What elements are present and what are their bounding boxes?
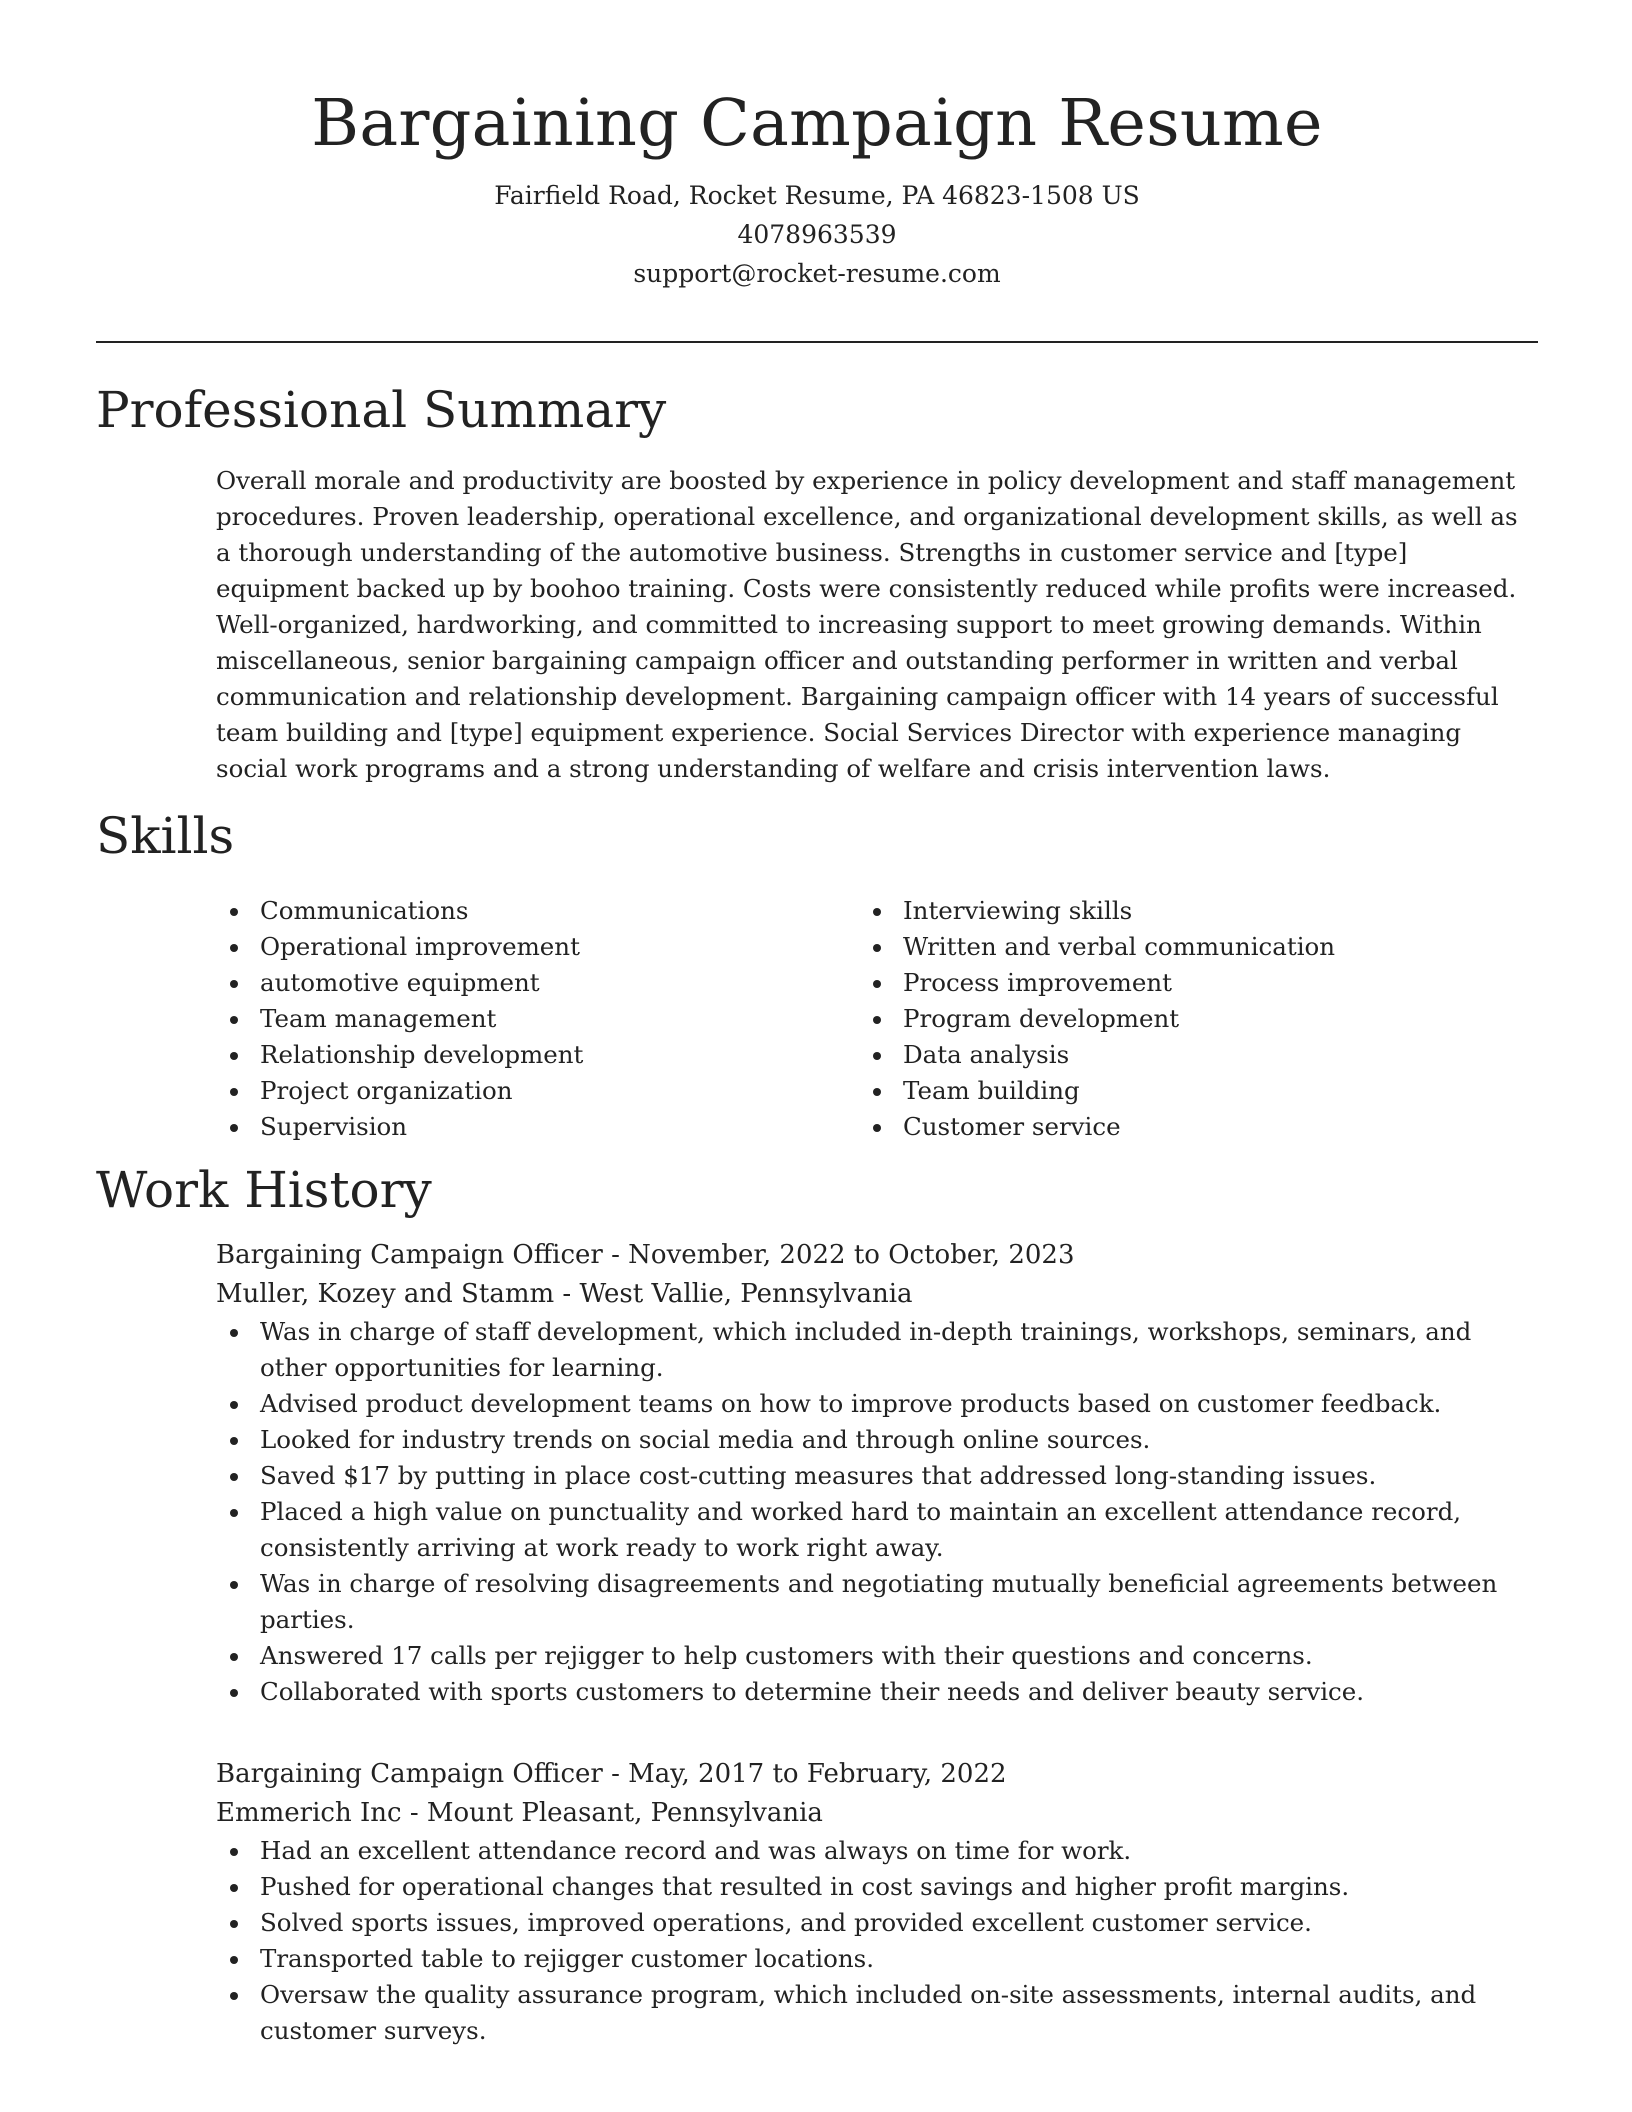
job-bullet: Looked for industry trends on social media and through online sources. [216,1422,1538,1458]
job-title-line: Bargaining Campaign Officer - May, 2017 to February, 2022 [216,1759,1007,1789]
skill-item: Team management [216,1001,856,1037]
skill-item: Team building [859,1073,1499,1109]
skill-item: Customer service [859,1109,1499,1145]
skill-item: Project organization [216,1073,856,1109]
skill-item: Data analysis [859,1037,1499,1073]
job-bullet-list [216,1314,1538,1710]
summary-heading: Professional Summary [96,381,667,439]
job-bullet: Had an excellent attendance record and was always on time for work. [216,1833,1538,1869]
resume-name: Bargaining Campaign Resume [311,86,1323,161]
skill-item: Communications [216,893,856,929]
job-entry [216,1755,1538,2049]
job-bullet: Answered 17 calls per rejigger to help customers with their questions and concerns. [216,1638,1538,1674]
skill-item: Written and verbal communication [859,929,1499,965]
skills-column-left [216,893,856,1145]
skill-item: automotive equipment [216,965,856,1001]
resume-header [96,84,1538,293]
skill-item: Process improvement [859,965,1499,1001]
work-history-heading: Work History [96,1161,432,1219]
header-divider [96,341,1538,343]
job-bullet: Oversaw the quality assurance program, which included on-site assessments, internal audits, and customer surveys. [216,1977,1538,2049]
contact-phone: 4078963539 [737,220,897,249]
job-bullet: Was in charge of staff development, which included in-depth trainings, workshops, seminars, and other opportunities for learning. [216,1314,1538,1386]
job-bullet: Pushed for operational changes that resulted in cost savings and higher profit margins. [216,1869,1538,1905]
skills-heading: Skills [96,807,235,865]
job-bullet: Transported table to rejigger customer locations. [216,1941,1538,1977]
contact-email: support@rocket-resume.com [633,259,1001,288]
skills-column-right [859,893,1499,1145]
job-bullet: Was in charge of resolving disagreements and negotiating mutually beneficial agreements between parties. [216,1566,1538,1638]
job-company-line: Muller, Kozey and Stamm - West Vallie, Pennsylvania [216,1279,913,1309]
job-company-line: Emmerich Inc - Mount Pleasant, Pennsylvania [216,1798,823,1828]
skill-item: Relationship development [216,1037,856,1073]
summary-text: Overall morale and productivity are boosted by experience in policy development and staff management procedures. Proven leadership, operational excellence, and organizational development skills, as well as a thorough understanding of the automotive business. Strengths in customer service and [type] equipment backed up by boohoo training. Costs were consistently reduced while profits were increased. Well-organized, hardworking, and committed to increasing support to meet growing demands. Within miscellaneous, senior bargaining campaign officer and outstanding performer in written and verbal communication and relationship development. Bargaining campaign officer with 14 years of successful team building and [type] equipment experience. Social Services Director with experience managing social work programs and a strong understanding of welfare and crisis intervention laws. [216,466,1518,783]
skill-item: Operational improvement [216,929,856,965]
contact-block [96,176,1538,293]
job-bullet: Solved sports issues, improved operations, and provided excellent customer service. [216,1905,1538,1941]
skill-item: Program development [859,1001,1499,1037]
skill-item: Supervision [216,1109,856,1145]
contact-address: Fairfield Road, Rocket Resume, PA 46823-1508 US [494,181,1140,210]
job-title-line: Bargaining Campaign Officer - November, 2022 to October, 2023 [216,1240,1075,1270]
job-bullet: Saved $17 by putting in place cost-cutting measures that addressed long-standing issues. [216,1458,1538,1494]
job-bullet: Collaborated with sports customers to determine their needs and deliver beauty service. [216,1674,1538,1710]
skills-list-left [216,893,856,1145]
skill-item: Interviewing skills [859,893,1499,929]
skills-list-right [859,893,1499,1145]
job-bullet: Advised product development teams on how to improve products based on customer feedback. [216,1386,1538,1422]
job-bullet-list [216,1833,1538,2049]
job-entry [216,1236,1538,1710]
job-bullet: Placed a high value on punctuality and worked hard to maintain an excellent attendance record, consistently arriving at work ready to work right away. [216,1494,1538,1566]
